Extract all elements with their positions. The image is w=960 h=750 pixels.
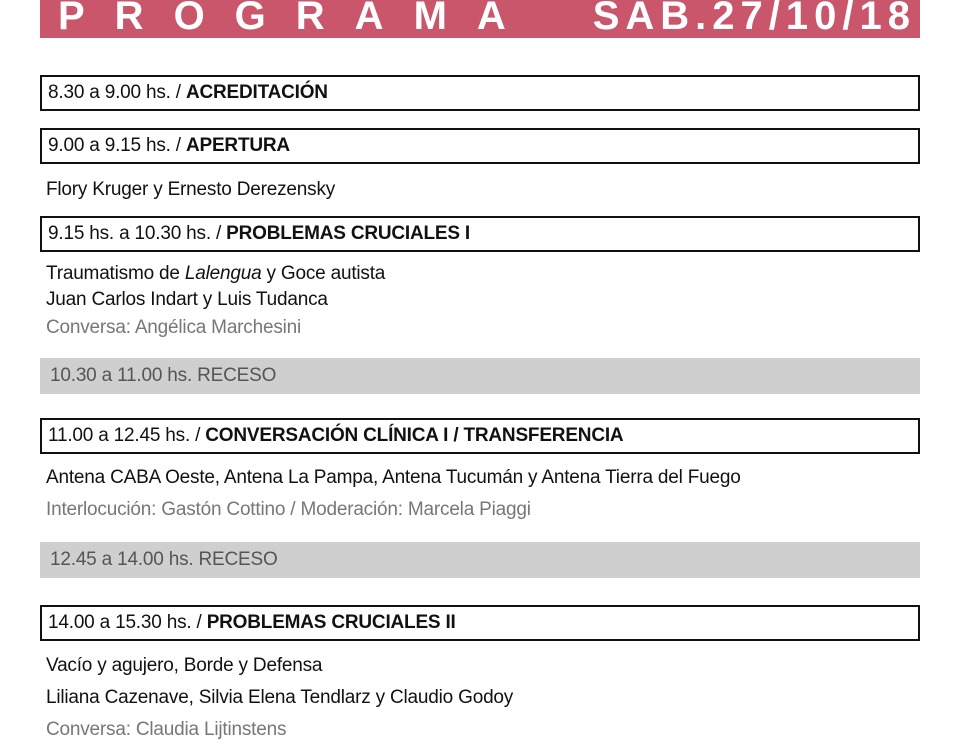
slot-title: APERTURA	[185, 135, 290, 156]
header-title: PROGRAMA	[58, 0, 536, 38]
slot-label	[48, 77, 328, 109]
slot-time: 9.00 a 9.15 hs. /	[48, 135, 186, 156]
slot-label	[48, 420, 623, 452]
schedule-slot-clinical-conversation	[40, 418, 920, 454]
slot-label	[48, 218, 470, 250]
slot-label	[48, 130, 290, 162]
slot-time: 9.15 hs. a 10.30 hs. /	[48, 223, 227, 244]
slot-label	[48, 607, 456, 639]
opening-speakers: Flory Kruger y Ernesto Derezensky	[46, 179, 336, 200]
topic-text: Traumatismo de	[46, 263, 185, 284]
crucial-1-conversa: Conversa: Angélica Marchesini	[46, 317, 302, 338]
schedule-slot-accreditation	[40, 75, 920, 111]
crucial-2-speakers: Liliana Cazenave, Silvia Elena Tendlarz y Claudio Godoy	[46, 687, 514, 708]
schedule-slot-opening	[40, 128, 920, 164]
slot-title: PROBLEMAS CRUCIALES II	[206, 612, 456, 633]
slot-title: CONVERSACIÓN CLÍNICA I / TRANSFERENCIA	[205, 425, 624, 446]
slot-time: 8.30 a 9.00 hs. /	[48, 82, 186, 103]
break-label: 10.30 a 11.00 hs. RECESO	[50, 365, 277, 386]
crucial-1-topic	[46, 262, 385, 286]
clinical-moderation: Interlocución: Gastón Cottino / Moderación: Marcela Piaggi	[46, 499, 531, 520]
schedule-slot-crucial-problems-1	[40, 216, 920, 252]
slot-title: PROBLEMAS CRUCIALES I	[226, 223, 471, 244]
break-bar	[40, 542, 920, 578]
topic-italic-text: Lalengua	[184, 263, 262, 284]
header-date: SAB.27/10/18	[592, 0, 916, 38]
crucial-2-topic: Vacío y agujero, Borde y Defensa	[46, 655, 323, 676]
clinical-speakers: Antena CABA Oeste, Antena La Pampa, Antena Tucumán y Antena Tierra del Fuego	[46, 467, 741, 488]
break-label: 12.45 a 14.00 hs. RECESO	[50, 549, 278, 570]
slot-time: 14.00 a 15.30 hs. /	[48, 612, 207, 633]
crucial-1-speakers: Juan Carlos Indart y Luis Tudanca	[46, 289, 328, 310]
break-bar	[40, 358, 920, 394]
slot-time: 11.00 a 12.45 hs. /	[48, 425, 206, 446]
schedule-slot-crucial-problems-2	[40, 605, 920, 641]
crucial-2-conversa: Conversa: Claudia Lijtinstens	[46, 719, 287, 740]
slot-title: ACREDITACIÓN	[185, 82, 328, 103]
topic-text: y Goce autista	[261, 263, 386, 284]
program-header	[40, 0, 920, 38]
